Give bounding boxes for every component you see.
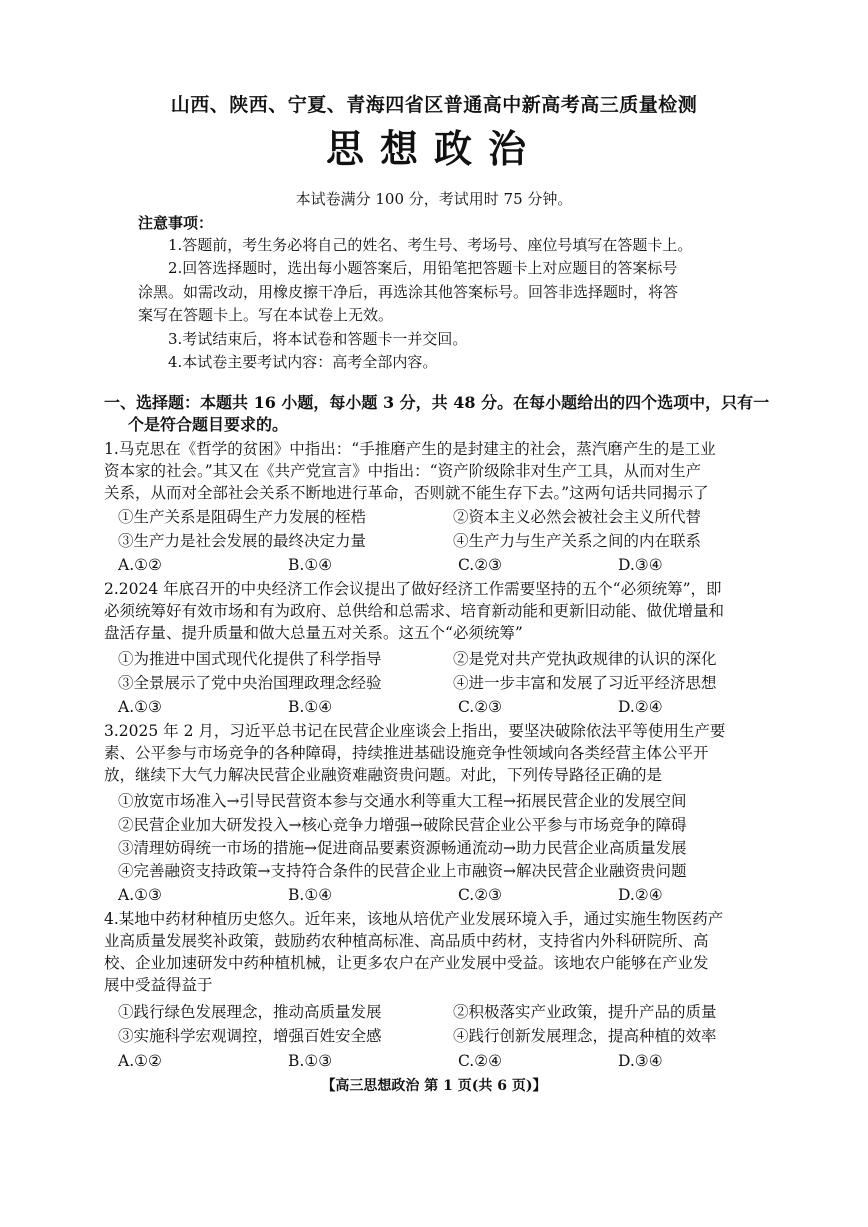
stem-line: 放，继续下大气力解决民营企业融资难融资贵问题。对此，下列传导路径正确的是 [104, 766, 663, 784]
note-line: 涂黑。如需改动，用橡皮擦干净后，再选涂其他答案标号。回答非选择题时，将答 [138, 283, 679, 301]
question-1-stem [104, 438, 794, 504]
answer-choice: C.②③ [458, 698, 503, 716]
statement-option: ②资本主义必然会被社会主义所代替 [453, 508, 702, 526]
score-note: 本试卷满分 100 分，考试用时 75 分钟。 [295, 190, 573, 208]
stem-line: 素、公平参与市场竞争的各种障碍，持续推进基础设施竞争性领域向各类经营主体公平开 [104, 744, 709, 762]
statement-option: ④生产力与生产关系之间的内在联系 [453, 532, 702, 550]
note-line: 1.答题前，考生务必将自己的姓名、考生号、考场号、座位号填写在答题卡上。 [168, 236, 693, 254]
statement-option: ③清理妨碍统一市场的措施→促进商品要素资源畅通流动→助力民营企业高质量发展 [118, 839, 687, 857]
answer-choice: B.①③ [288, 1052, 333, 1070]
note-line: 3.考试结束后，将本试卷和答题卡一并交回。 [168, 330, 468, 348]
stem-line: 3.2025 年 2 月，习近平总书记在民营企业座谈会上指出，要坚决破除依法平等使用生产要 [104, 722, 726, 740]
question-3-stem [104, 720, 794, 786]
question-2-stem [104, 578, 794, 644]
statement-option: ①生产关系是阻碍生产力发展的桎梏 [118, 508, 367, 526]
statement-option: ③生产力是社会发展的最终决定力量 [118, 532, 367, 550]
statement-option: ④践行创新发展理念，提高种植的效率 [453, 1027, 717, 1045]
stem-line: 校、企业加速研发中药种植机械，让更多农户在产业发展中受益。该地农户能够在产业发 [104, 954, 709, 972]
stem-line: 4.某地中药材种植历史悠久。近年来，该地从培优产业发展环境入手，通过实施生物医药产 [104, 910, 724, 928]
answer-choice: D.③④ [618, 556, 663, 574]
statement-option: ③实施科学宏观调控，增强百姓安全感 [118, 1027, 382, 1045]
statement-option: ②积极落实产业政策，提升产品的质量 [453, 1003, 717, 1021]
statement-option: ①放宽市场准入→引导民营资本参与交通水利等重大工程→拓展民营企业的发展空间 [118, 792, 687, 810]
note-line: 2.回答选择题时，选出每小题答案后，用铅笔把答题卡上对应题目的答案标号 [168, 259, 678, 277]
section-heading [104, 392, 804, 436]
notes-heading: 注意事项： [138, 214, 214, 232]
answer-choice: D.②④ [618, 698, 663, 716]
statement-option: ②民营企业加大研发投入→核心竞争力增强→破除民营企业公平参与市场竞争的障碍 [118, 816, 687, 834]
answer-choice: A.①③ [118, 886, 162, 904]
answer-choice: B.①④ [288, 556, 333, 574]
answer-choice: C.②③ [458, 556, 503, 574]
answer-choice: A.①③ [118, 698, 162, 716]
statement-option: ④完善融资支持政策→支持符合条件的民营企业上市融资→解决民营企业融资贵问题 [118, 862, 687, 880]
stem-line: 资本家的社会。”其又在《共产党宣言》中指出：“资产阶级除非对生产工具，从而对生产 [104, 462, 702, 480]
page-footer: 【高三思想政治 第 1 页(共 6 页)】 [321, 1078, 547, 1094]
exam-subtitle: 山西、陕西、宁夏、青海四省区普通高中新高考高三质量检测 [170, 94, 698, 116]
answer-choice: C.②④ [458, 1052, 503, 1070]
statement-option: ③全景展示了党中央治国理政理念经验 [118, 674, 382, 692]
page-title: 思想政治 [325, 126, 542, 171]
statement-option: ①践行绿色发展理念，推动高质量发展 [118, 1003, 382, 1021]
stem-line: 关系，从而对全部社会关系不断地进行革命，否则就不能生存下去。”这两句话共同揭示了 [104, 484, 709, 502]
statement-option: ②是党对共产党执政规律的认识的深化 [453, 650, 717, 668]
answer-choice: A.①② [118, 556, 162, 574]
stem-line: 2.2024 年底召开的中央经济工作会议提出了做好经济工作需要坚持的五个“必须统筹”，即 [104, 580, 722, 598]
answer-choice: B.①④ [288, 886, 333, 904]
stem-line: 盘活存量、提升质量和做大总量五对关系。这五个“必须统筹” [104, 624, 523, 642]
stem-line: 展中受益得益于 [104, 976, 213, 994]
section-heading-line: 个是符合题目要求的。 [128, 415, 289, 434]
stem-line: 必须统筹好有效市场和有为政府、总供给和总需求、培育新动能和更新旧动能、做优增量和 [104, 602, 725, 620]
note-line: 案写在答题卡上。写在本试卷上无效。 [138, 306, 394, 324]
answer-choice: B.①④ [288, 698, 333, 716]
section-heading-line: 一、选择题：本题共 16 小题，每小题 3 分，共 48 分。在每小题给出的四个选项中，只有一 [104, 393, 770, 412]
statement-option: ①为推进中国式现代化提供了科学指导 [118, 650, 382, 668]
stem-line: 业高质量发展奖补政策，鼓励药农种植高标准、高品质中药材，支持省内外科研院所、高 [104, 932, 709, 950]
question-4-stem [104, 908, 794, 996]
answer-choice: D.②④ [618, 886, 663, 904]
note-line: 4.本试卷主要考试内容：高考全部内容。 [168, 353, 438, 371]
answer-choice: D.③④ [618, 1052, 663, 1070]
statement-option: ④进一步丰富和发展了习近平经济思想 [453, 674, 717, 692]
answer-choice: C.②③ [458, 886, 503, 904]
answer-choice: A.①② [118, 1052, 162, 1070]
stem-line: 1.马克思在《哲学的贫困》中指出：“手推磨产生的是封建主的社会，蒸汽磨产生的是工业 [104, 440, 716, 458]
